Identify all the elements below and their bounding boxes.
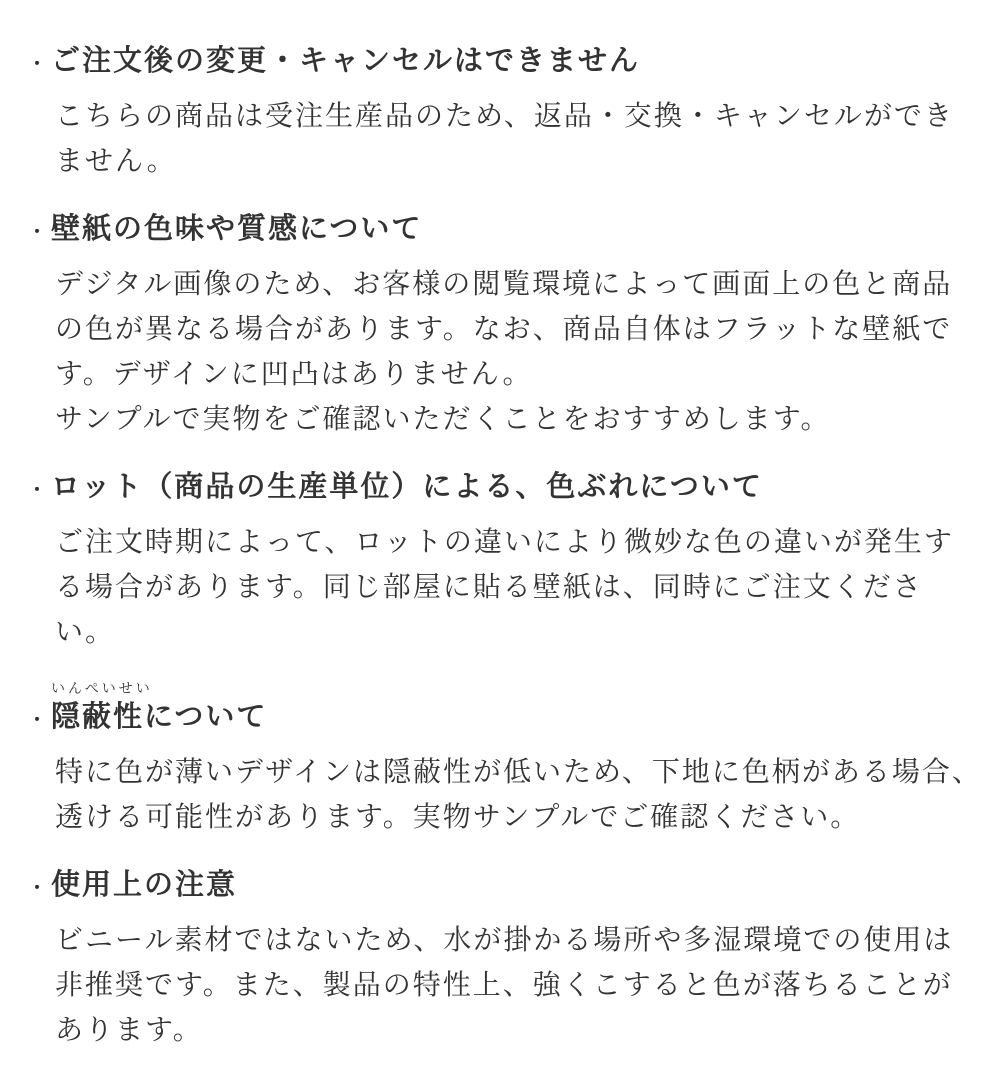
body-paragraph: デジタル画像のため、お客様の閲覧環境によって画面上の色と商品の色が異なる場合があります。なお、商品自体はフラットな壁紙です。デザインに凹凸はありません。 (55, 268, 953, 390)
body-paragraph: ご注文時期によって、ロットの違いにより微妙な色の違いが発生する場合があります。同じ部屋に貼る壁紙は、同時にご注文ください。 (55, 526, 954, 648)
section-heading-text: 隠蔽性について (51, 700, 268, 733)
section-heading-text: 使用上の注意 (51, 868, 238, 901)
bullet-marker: ・ (28, 480, 48, 501)
bullet-marker: ・ (28, 709, 48, 730)
body-paragraph: こちらの商品は受注生産品のため、返品・交換・キャンセルができません。 (55, 100, 954, 177)
section-body (55, 261, 982, 441)
bullet-marker: ・ (28, 222, 48, 243)
section-heading (28, 42, 982, 81)
section-order-cancel (28, 42, 982, 183)
section-body (55, 93, 982, 183)
body-paragraph: 特に色が薄いデザインは隠蔽性が低いため、下地に色柄がある場合、透ける可能性があります。実物サンプルでご確認ください。 (55, 755, 982, 832)
section-heading (28, 468, 982, 507)
section-usage-notes (28, 866, 982, 1052)
section-heading (28, 210, 982, 249)
body-paragraph: ビニール素材ではないため、水が掛かる場所や多湿環境での使用は非推奨です。また、製品の特性上、強くこすると色が落ちることがあります。 (55, 924, 954, 1046)
section-lot-variation (28, 468, 982, 654)
section-heading-text: 壁紙の色味や質感について (51, 213, 423, 246)
section-body (55, 749, 982, 839)
bullet-marker: ・ (28, 54, 48, 74)
furigana-label: いんぺいせい (51, 680, 153, 697)
section-opacity (28, 681, 982, 839)
section-color-texture (28, 210, 982, 441)
body-paragraph: サンプルで実物をご確認いただくことをおすすめします。 (55, 403, 831, 435)
section-heading (28, 866, 982, 905)
section-heading (28, 698, 982, 737)
bullet-marker: ・ (28, 877, 48, 898)
section-body (55, 519, 982, 654)
section-heading-text: ロット（商品の生産単位）による、色ぶれについて (51, 471, 763, 504)
section-body (55, 917, 982, 1052)
section-heading-text: ご注文後の変更・キャンセルはできません (51, 45, 641, 77)
